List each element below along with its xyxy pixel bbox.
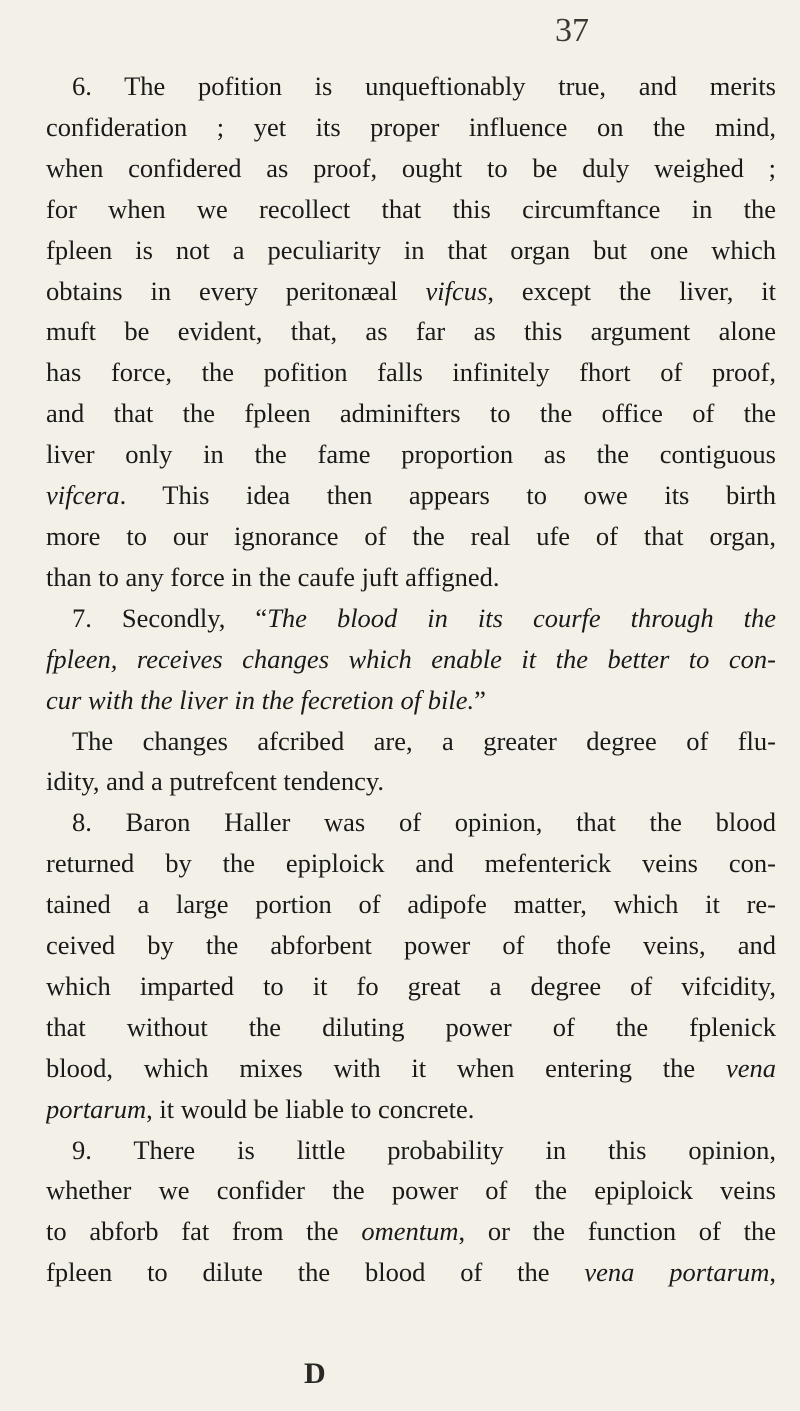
- text-line: [46, 352, 776, 393]
- text-line: [46, 680, 776, 721]
- text-span: obtains in every peritonæal: [46, 275, 426, 306]
- text-span: more to our ignorance of the real ufe of that organ,: [46, 520, 776, 551]
- text-line: [46, 557, 776, 598]
- text-line: [46, 434, 776, 475]
- text-span: that without the diluting power of the fplenick: [46, 1011, 776, 1042]
- page-number: 37: [555, 12, 589, 49]
- italic-text: cur with the liver in the fecretion of bile.: [46, 684, 475, 715]
- text-line: [46, 516, 776, 557]
- text-span: fpleen is not a peculiarity in that organ but one which: [46, 234, 776, 265]
- text-span: 9. There is little probability in this opinion,: [72, 1134, 776, 1165]
- text-line: [46, 1130, 776, 1171]
- text-span: , except the liver, it: [487, 275, 776, 306]
- text-span: ”: [474, 684, 486, 715]
- text-span: ,: [769, 1257, 776, 1288]
- text-span: 6. The pofition is unqueftionably true, and merits: [72, 71, 776, 101]
- italic-text: fpleen, receives changes which enable it the better to con-: [46, 643, 776, 674]
- italic-text: vifcus: [425, 275, 488, 306]
- text-line: [46, 1170, 776, 1211]
- italic-text: vena portarum: [584, 1257, 770, 1288]
- text-line: [46, 393, 776, 434]
- text-span: than to any force in the caufe juft affigned.: [46, 561, 500, 592]
- text-line: [46, 271, 776, 312]
- text-line: [46, 107, 776, 148]
- text-line: [46, 475, 776, 516]
- italic-text: The blood in its courfe through the: [267, 602, 776, 633]
- text-span: and that the fpleen adminifters to the office of the: [46, 398, 776, 429]
- italic-text: vena: [725, 1052, 776, 1083]
- text-line: [46, 66, 776, 107]
- text-span: when confidered as proof, ought to be duly weighed ;: [46, 152, 776, 183]
- text-line: [46, 802, 776, 843]
- text-span: . This idea then appears to owe its birth: [119, 480, 776, 511]
- text-span: returned by the epiploick and mefenterick veins con-: [46, 848, 776, 879]
- text-line: [46, 925, 776, 966]
- text-span: which imparted to it fo great a degree of vifcidity,: [46, 970, 776, 1001]
- text-line: [46, 1007, 776, 1048]
- text-span: blood, which mixes with it when entering the: [46, 1052, 726, 1083]
- text-span: The changes afcribed are, a greater degree of flu-: [72, 725, 776, 756]
- text-line: [46, 598, 776, 639]
- text-line: [46, 1252, 776, 1293]
- italic-text: portarum: [46, 1093, 147, 1124]
- text-line: [46, 311, 776, 352]
- text-span: has force, the pofition falls infinitely fhort of proof,: [46, 357, 776, 388]
- text-line: [46, 189, 776, 230]
- text-line: [46, 1048, 776, 1089]
- text-span: , it would be liable to concrete.: [146, 1093, 475, 1124]
- text-span: confideration ; yet its proper influence on the mind,: [46, 111, 776, 142]
- text-span: idity, and a putrefcent tendency.: [46, 766, 384, 797]
- text-span: tained a large portion of adipofe matter, which it re-: [46, 889, 776, 920]
- text-line: [46, 966, 776, 1007]
- text-span: 7. Secondly, “: [72, 602, 268, 633]
- text-line: [46, 230, 776, 271]
- text-line: [46, 639, 776, 680]
- text-line: [46, 1211, 776, 1252]
- text-line: [46, 761, 776, 802]
- text-span: to abforb fat from the: [46, 1216, 362, 1247]
- text-line: [46, 884, 776, 925]
- text-span: fpleen to dilute the blood of the: [46, 1257, 585, 1288]
- signature-mark: D: [304, 1357, 326, 1390]
- text-span: liver only in the fame proportion as the contiguous: [46, 439, 776, 470]
- text-span: whether we confider the power of the epiploick veins: [46, 1175, 776, 1206]
- text-span: ceived by the abforbent power of thofe veins, and: [46, 930, 776, 961]
- text-span: , or the function of the: [458, 1216, 776, 1247]
- text-span: muft be evident, that, as far as this argument alone: [46, 316, 776, 347]
- text-line: [46, 1089, 776, 1130]
- body-text: [46, 66, 776, 1293]
- text-line: [46, 843, 776, 884]
- text-span: 8. Baron Haller was of opinion, that the blood: [72, 807, 776, 838]
- text-line: [46, 148, 776, 189]
- text-span: for when we recollect that this circumftance in the: [46, 193, 776, 224]
- text-line: [46, 721, 776, 762]
- italic-text: omentum: [361, 1216, 459, 1247]
- italic-text: vifcera: [46, 480, 120, 511]
